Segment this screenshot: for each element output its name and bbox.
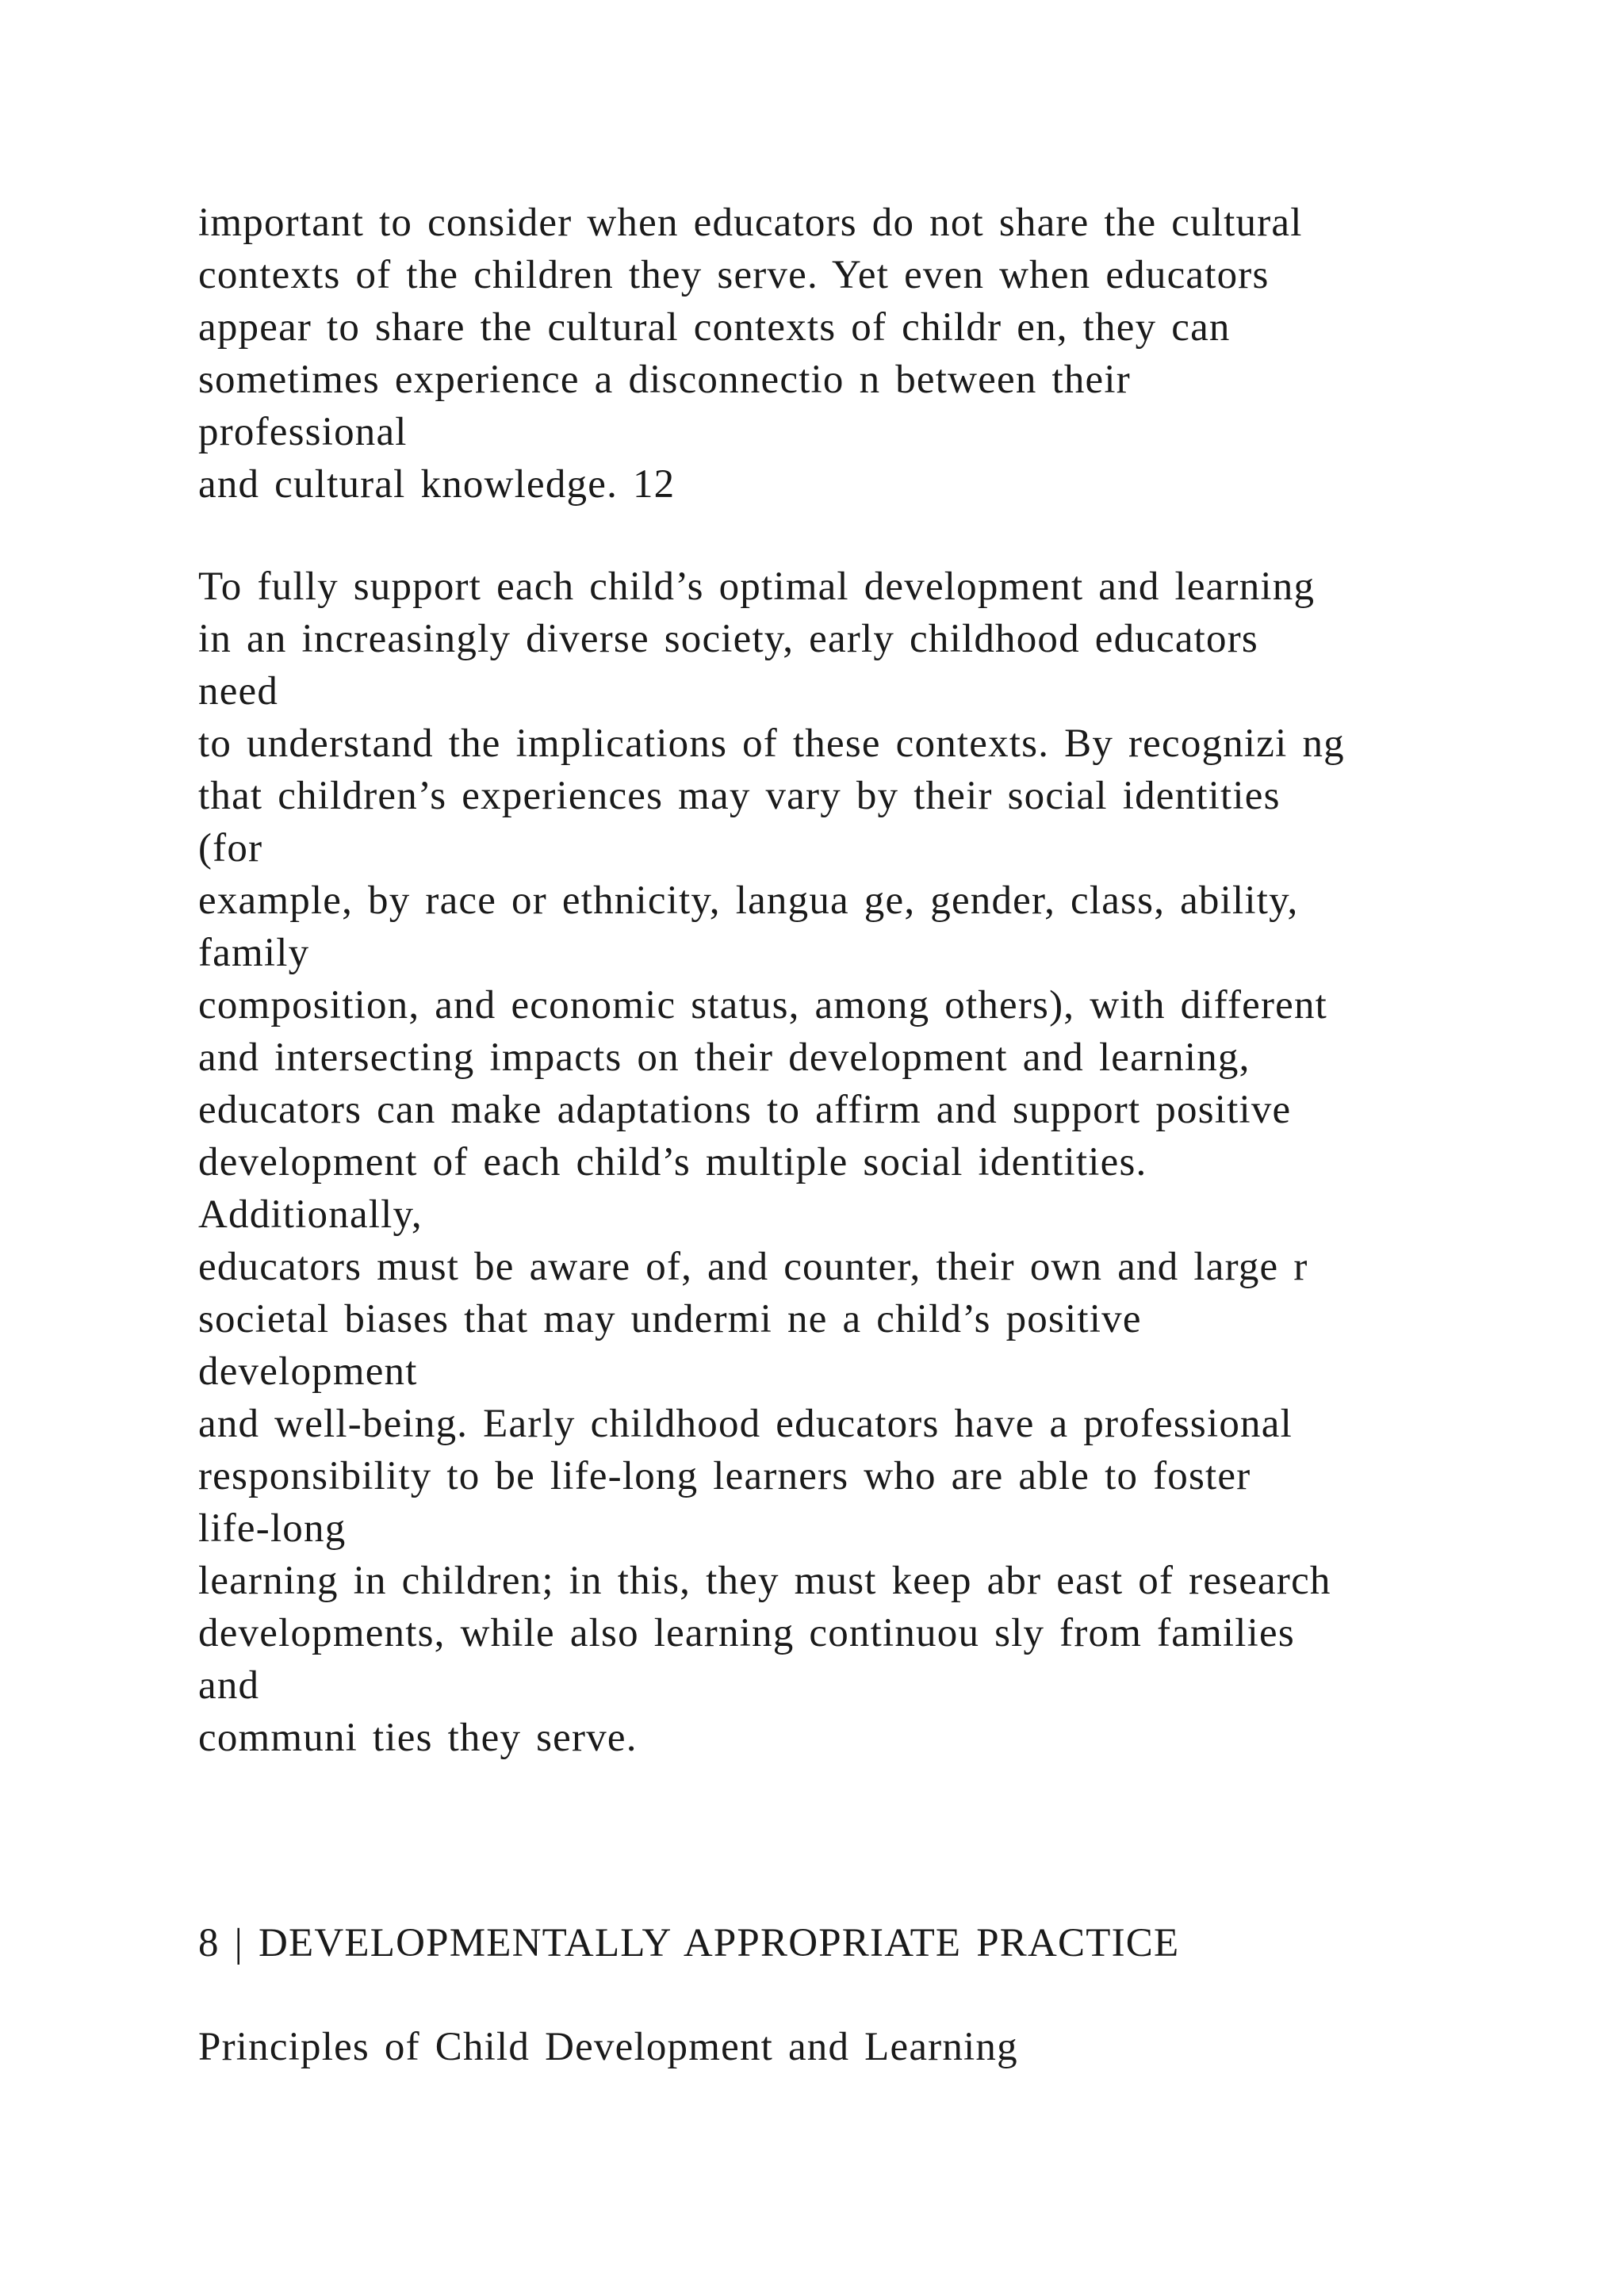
text-line: educators can make adaptations to affirm and support positive bbox=[198, 1088, 1292, 1132]
text-line: life-long bbox=[198, 1506, 347, 1551]
text-line: development bbox=[198, 1349, 418, 1394]
text-line: (for bbox=[198, 826, 263, 871]
text-line: composition, and economic status, among others), with different bbox=[198, 983, 1328, 1027]
text-line: learning in children; in this, they must keep abr east of research bbox=[198, 1559, 1331, 1603]
text-line: family bbox=[198, 931, 310, 975]
section-heading-container bbox=[198, 2021, 1507, 2073]
text-line: to understand the implications of these contexts. By recognizi ng bbox=[198, 721, 1345, 766]
text-line: developments, while also learning continuou sly from families bbox=[198, 1611, 1295, 1655]
text-line: that children’s experiences may vary by their social identities bbox=[198, 774, 1281, 818]
text-line: important to consider when educators do not share the cultural bbox=[198, 201, 1303, 245]
text-line: contexts of the children they serve. Yet even when educators bbox=[198, 253, 1270, 297]
paragraph-optimal-development bbox=[198, 561, 1507, 1764]
text-line: example, by race or ethnicity, langua ge, gender, class, ability, bbox=[198, 878, 1299, 923]
text-line: educators must be aware of, and counter, their own and large r bbox=[198, 1245, 1308, 1289]
text-line: sometimes experience a disconnectio n between their bbox=[198, 358, 1131, 402]
text-line: responsibility to be life-long learners who are able to foster bbox=[198, 1454, 1251, 1498]
text-line: and intersecting impacts on their development and learning, bbox=[198, 1035, 1251, 1080]
text-line: societal biases that may undermi ne a child’s positive bbox=[198, 1297, 1142, 1341]
paragraph-cultural-contexts bbox=[198, 197, 1507, 511]
footer-page-number-title: 8 | DEVELOPMENTALLY APPROPRIATE PRACTICE bbox=[198, 1921, 1180, 1965]
text-line: communi ties they serve. bbox=[198, 1716, 638, 1760]
text-line: and bbox=[198, 1663, 260, 1708]
text-line: development of each child’s multiple social identities. bbox=[198, 1140, 1147, 1184]
section-heading: Principles of Child Development and Learning bbox=[198, 2025, 1018, 2069]
text-line: need bbox=[198, 669, 279, 714]
text-line: Additionally, bbox=[198, 1192, 423, 1237]
text-line: To fully support each child’s optimal development and learning bbox=[198, 564, 1316, 609]
page-footer bbox=[198, 1917, 1507, 1969]
text-line: appear to share the cultural contexts of childr en, they can bbox=[198, 305, 1231, 350]
text-line: professional bbox=[198, 410, 408, 454]
text-line: in an increasingly diverse society, early childhood educators bbox=[198, 617, 1258, 661]
text-line: and well-being. Early childhood educators have a professional bbox=[198, 1402, 1293, 1446]
text-line: and cultural knowledge. 12 bbox=[198, 462, 676, 507]
